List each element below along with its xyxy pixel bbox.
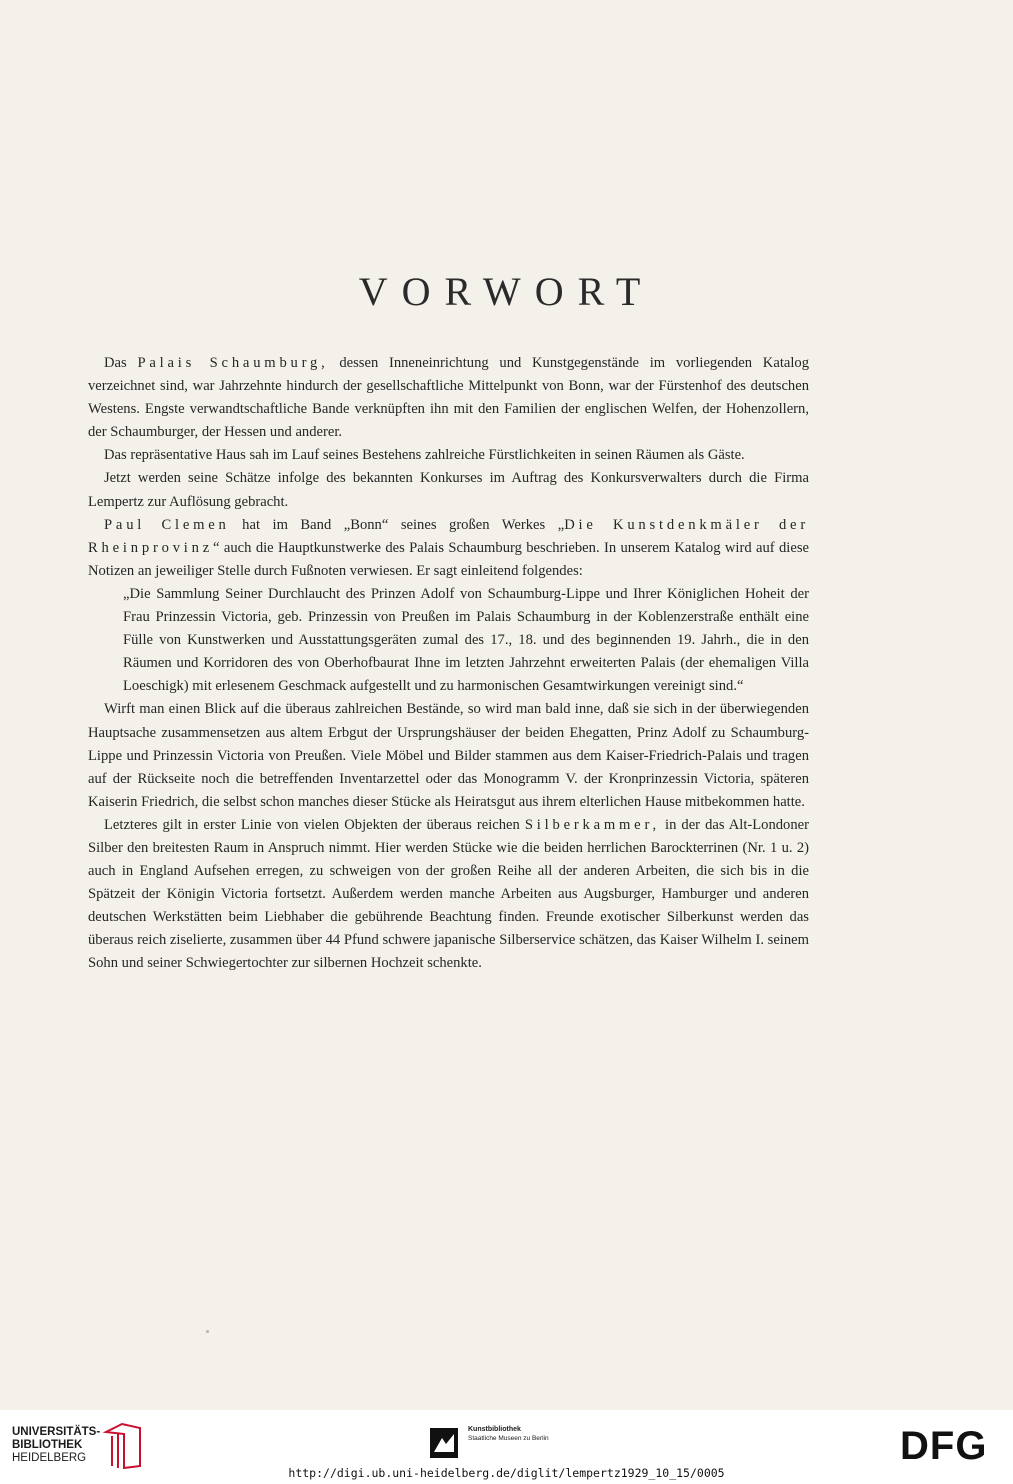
spaced-emphasis: Palais Schaumburg, [137, 355, 329, 371]
spaced-emphasis: Die Kunstdenkmäler der Rheinprovinz [88, 516, 809, 556]
body-text [88, 352, 809, 976]
paragraph [88, 444, 809, 467]
footer [0, 1410, 1013, 1484]
kb-line-1: Kunstbibliothek [468, 1426, 521, 1433]
quote-paragraph [123, 583, 809, 698]
text-run: „Die Sammlung Seiner Durchlaucht des Prinzen Adolf von Schaumburg-Lippe und Ihrer Königlichen Hoheit der Frau Prinzessin Victoria, geb. Prinzessin von Preußen im Palais Schaumburg in der Koblenzerstraße enthält eine Fülle von Kunstwerken und Ausstattungsgeräten zumal des 17., 18. und des beginnenden 19. Jahrh., die in den Räumen und Korridoren des von Oberhofbaurat Ihne im letzten Jahrzehnt erweiterten Palais (der ehemaligen Villa Loeschigk) mit erlesenem Geschmack aufgestellt und zu harmonischen Gesamtwirkungen vereinigt sind.“ [123, 585, 809, 695]
ub-heidelberg-wordmark[interactable] [12, 1426, 100, 1465]
ub-line-1: UNIVERSITÄTS- [12, 1426, 101, 1438]
text-run: Jetzt werden seine Schätze infolge des bekannten Konkurses im Auftrag des Konkursverwalters durch die Firma Lempertz zur Auflösung gebracht. [88, 470, 809, 510]
paragraph [88, 467, 809, 513]
text-run: Das [104, 355, 138, 371]
dfg-logo[interactable]: DFG [900, 1424, 988, 1468]
kunstbibliothek-logo-icon [430, 1428, 458, 1458]
kb-line-2: Staatliche Museen zu Berlin [468, 1435, 549, 1442]
text-run: dessen Inneneinrichtung und Kunstgegenstände im vorliegenden Katalog verzeichnet sind, war Jahrzehnte hindurch der gesellschaftliche Mittelpunkt von Bonn, war der Fürstenhof des deutschen Westens. Engste verwandtschaftliche Bande verknüpften ihn mit den Familien der englischen Welfen, der Hohenzollern, der Schaumburger, der Hessen und anderer. [88, 355, 809, 441]
paragraph [88, 514, 809, 583]
paper-speck [206, 1330, 209, 1333]
page-title: VORWORT [358, 269, 655, 314]
ub-line-3: HEIDELBERG [12, 1452, 87, 1464]
permalink-url[interactable]: http://digi.ub.uni-heidelberg.de/diglit/lempertz1929_10_15/0005 [288, 1466, 725, 1480]
text-run: hat im Band „Bonn“ seines großen Werkes „ [229, 516, 565, 533]
paragraph [88, 352, 809, 444]
spaced-emphasis: Paul Clemen [104, 516, 230, 533]
ub-logo-icon [102, 1422, 144, 1470]
text-run: Letzteres gilt in erster Linie von vielen Objekten der überaus reichen [104, 816, 525, 833]
kunstbibliothek-wordmark[interactable] [468, 1425, 549, 1443]
spaced-emphasis: Silberkammer, [524, 816, 660, 833]
paragraph [88, 698, 809, 813]
ub-line-2: BIBLIOTHEK [12, 1439, 83, 1451]
paragraph [88, 814, 809, 976]
text-run: Wirft man einen Blick auf die überaus zahlreichen Bestände, so wird man bald inne, daß sie sich in der überwiegenden Hauptsache zusammensetzen aus altem Erbgut der Ursprungshäuser der beiden Ehegatten, Prinz Adolf zu Schaumburg-Lippe und Prinzessin Victoria von Preußen. Viele Möbel und Bilder stammen aus dem Kaiser-Friedrich-Palais und tragen auf der Rückseite noch die betreffenden Inventarzettel oder das Monogramm V. der Kronprinzessin Victoria, späteren Kaiserin Friedrich, die selbst schon manches dieser Stücke als Heiratsgut aus ihrem elterlichen Hause mitbekommen hatte. [88, 701, 809, 810]
text-run: in der das Alt-Londoner Silber den breitesten Raum in Anspruch nimmt. Hier werden Stücke wie die beiden herrlichen Barockterrinen (Nr. 1 u. 2) auch in England Aufsehen erregen, zu schweigen von der großen Reihe all der anderen Arbeiten, die sich bis in die Spätzeit der Königin Victoria fortsetzt. Außerdem werden manche Arbeiten aus Augsburger, Hamburger und anderen deutschen Werkstätten beim Liebhaber die gebührende Beachtung finden. Freunde exotischer Silberkunst werden das überaus reich ziselierte, zusammen über 44 Pfund schwere japanische Silberservice schätzen, das Kaiser Wilhelm I. seinem Sohn und seiner Schwiegertochter zur silbernen Hochzeit schenkte. [88, 816, 809, 972]
text-run: “ auch die Hauptkunstwerke des Palais Schaumburg beschrieben. In unserem Katalog wird auf diese Notizen an jeweiliger Stelle durch Fußnoten verwiesen. Er sagt einleitend folgendes: [88, 539, 809, 579]
text-run: Das repräsentative Haus sah im Lauf seines Bestehens zahlreiche Fürstlichkeiten in seinen Räumen als Gäste. [104, 447, 745, 464]
